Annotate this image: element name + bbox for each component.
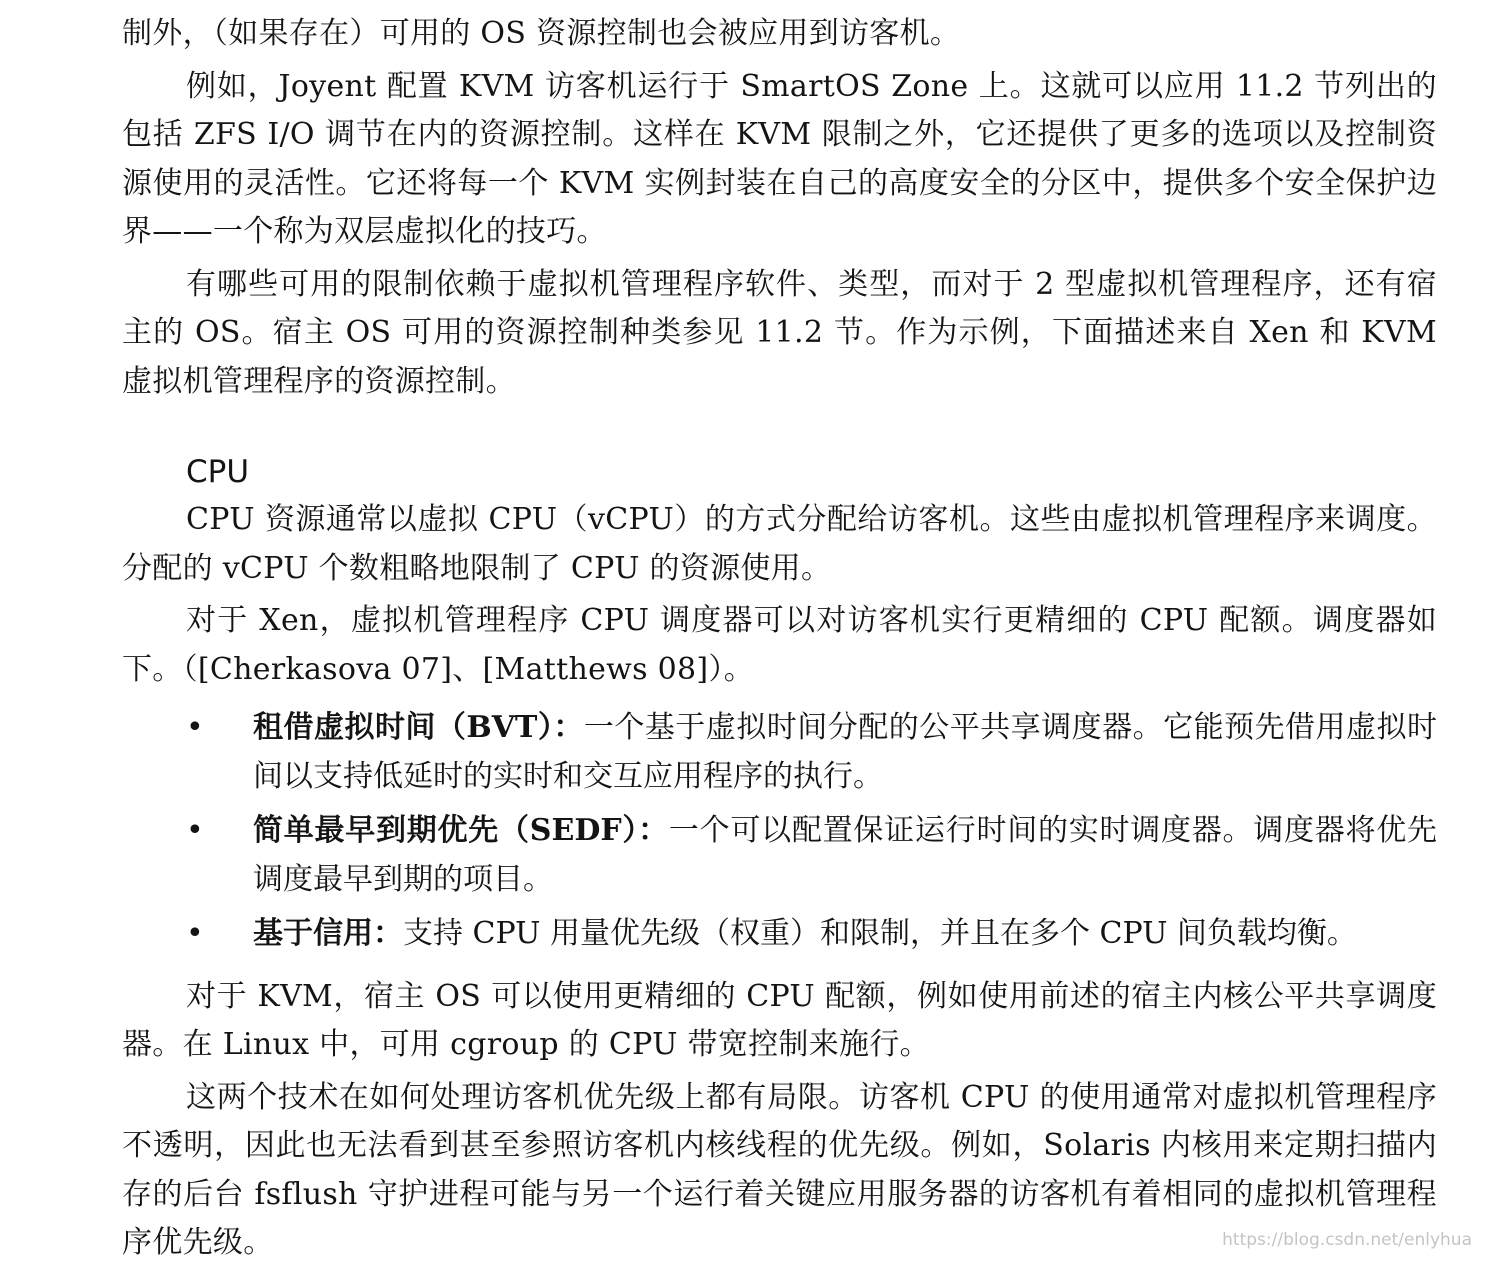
watermark-url: https://blog.csdn.net/enlyhua [1222, 1230, 1472, 1250]
list-item-text: 支持 CPU 用量优先级（权重）和限制，并且在多个 CPU 间负载均衡。 [403, 916, 1357, 951]
paragraph-kvm-quota: 对于 KVM，宿主 OS 可以使用更精细的 CPU 配额，例如使用前述的宿主内核公平共享调度器。在 Linux 中，可用 cgroup 的 CPU 带宽控制来施行。 [122, 978, 1437, 1062]
list-item-bvt [122, 704, 1437, 801]
paragraph-priority-limits: 这两个技术在如何处理访客机优先级上都有局限。访客机 CPU 的使用通常对虚拟机管理程序不透明，因此也无法看到甚至参照访客机内核线程的优先级。例如，Solaris 内核用来定期扫描内存的后台 fsflush 守护进程可能与另一个运行着关键应用服务器的访客机有着相同的虚拟机管理程序优先级。 [122, 1079, 1437, 1260]
paragraph-continuation: 制外，（如果存在）可用的 OS 资源控制也会被应用到访客机。 [122, 16, 961, 51]
paragraph-available-limits: 有哪些可用的限制依赖于虚拟机管理程序软件、类型，而对于 2 型虚拟机管理程序，还有宿主的 OS。宿主 OS 可用的资源控制种类参见 11.2 节。作为示例，下面描述来自 Xen 和 KVM 虚拟机管理程序的资源控制。 [122, 266, 1437, 399]
list-item-term: 租借虚拟时间（BVT）： [253, 710, 584, 745]
list-item-sedf [122, 807, 1437, 904]
list-item-term: 简单最早到期优先（SEDF）： [253, 813, 669, 848]
list-item-text: 一个基于虚拟时间分配的公平共享调度器。它能预先借用虚拟时间以支持低延时的实时和交互应用程序的执行。 [253, 710, 1438, 794]
bullet-icon: • [186, 710, 204, 745]
paragraph-cpu-intro: CPU 资源通常以虚拟 CPU（vCPU）的方式分配给访客机。这些由虚拟机管理程序来调度。分配的 vCPU 个数粗略地限制了 CPU 的资源使用。 [122, 502, 1437, 586]
bullet-icon: • [186, 916, 204, 951]
list-item-body [253, 807, 1437, 904]
bullet-icon: • [186, 813, 204, 848]
list-item-body [253, 910, 1437, 959]
paragraph-joyent-example: 例如，Joyent 配置 KVM 访客机运行于 SmartOS Zone 上。这就可以应用 11.2 节列出的包括 ZFS I/O 调节在内的资源控制。这样在 KVM 限制之外，它还提供了更多的选项以及控制资源使用的灵活性。它还将每一个 KVM 实例封装在自己的高度安全的分区中，提供多个安全保护边界——一个称为双层虚拟化的技巧。 [122, 68, 1437, 249]
document-page [122, 10, 1437, 1268]
paragraph-xen-scheduler: 对于 Xen，虚拟机管理程序 CPU 调度器可以对访客机实行更精细的 CPU 配额。调度器如下。（[Cherkasova 07]、[Matthews 08]）。 [122, 603, 1437, 687]
scheduler-list [122, 704, 1437, 959]
list-item-text: 一个可以配置保证运行时间的实时调度器。调度器将优先调度最早到期的项目。 [253, 813, 1437, 897]
section-heading-cpu: CPU [186, 454, 250, 490]
list-item-term: 基于信用： [253, 916, 403, 951]
list-item-body [253, 704, 1437, 801]
list-item-credit [122, 910, 1437, 959]
